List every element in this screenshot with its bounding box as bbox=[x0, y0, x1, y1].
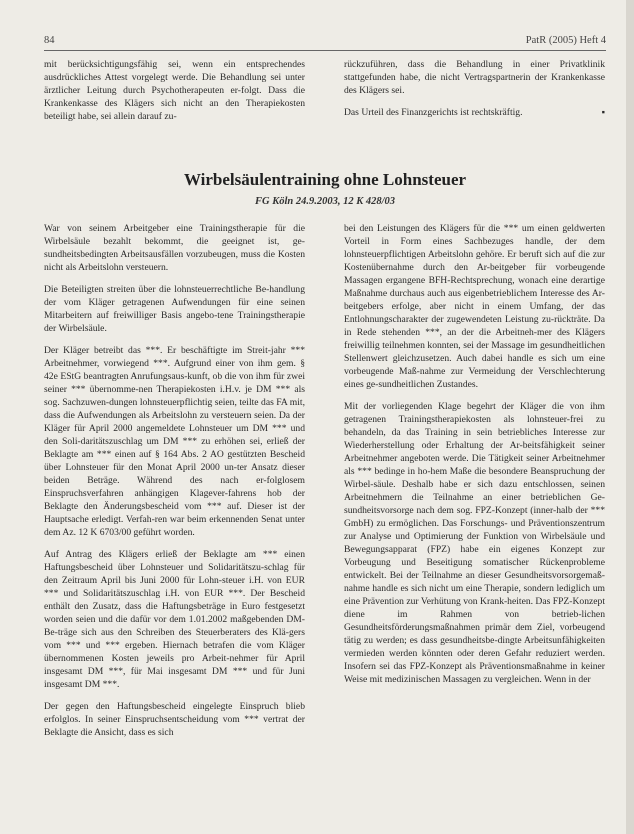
paragraph: Der gegen den Haftungsbescheid eingelegte Einspruch blieb erfolglos. In seiner Einspruchsentscheidung vom *** vertrat der Beklagte die Ansicht, dass es sich bbox=[44, 701, 305, 738]
paragraph: rückzuführen, dass die Behandlung in einer Privatklinik stattgefunden habe, die nicht Vertragspartnerin der Krankenkasse des Klägers sei. bbox=[344, 59, 605, 96]
paragraph-final bbox=[344, 106, 605, 119]
right-column bbox=[344, 222, 605, 695]
paragraph: Der Kläger betreibt das ***. Er beschäftigte im Streit-jahr *** Arbeitnehmer, vorwiegend ***. Aufgrund einer von ihm gem. § 42e EStG beantragten Anrufungsaus-kunft, ob die von ihm für zwei seiner *** übernomme-nen Therapiekosten i.H.v. je DM *** als sog. Sachzuwen-dungen lohnsteuerpflichtig seien, teilte das FA mit, dass die Aufwendungen als Arbeitslohn zu versteuern seien. Da der Kläger für April 2000 angemeldete Lohnsteuer um DM *** und den Soli-daritätszuschlag um DM *** zu erhöhen sei, erließ der Beklagte am *** einen auf § 164 Abs. 2 AO gestützten Bescheid über Lohnsteuer für den Monat April 2000 un-ter Ansatz dieser beiden Beträge. Während des nach er-folglosem Einspruchsverfahren anhängigen Klagever-fahrens hob der Beklagte den Änderungsbescheid vom *** auf. Dieser ist der Hauptsache erledigt. Verfah-ren war beim erkennenden Senat unter dem Az. 12 K 6703/00 geführt worden. bbox=[44, 345, 305, 538]
paragraph: Auf Antrag des Klägers erließ der Beklagte am *** einen Haftungsbescheid über Lohnsteuer und Solidaritätszu-schlag für den Zeitraum April bis Juni 2000 für Lohn-steuer i.H. von EUR *** und Solidaritätszuschlag i.H. von EUR ***. Der Bescheid enthält den Zusatz, dass die Haftungsbeträge in Euro festgesetzt worden seien und die dafür vor dem 1.01.2002 maßgebenden DM-Be-träge sich aus den Schreiben des Steuerberaters des Klä-gers vom *** und *** ergeben. Hiernach betrafen die vom Kläger übernommenen Kosten jeweils pro Arbeit-nehmer für April insgesamt DM ***, für Mai insgesamt DM *** und für Juni insgesamt DM ***. bbox=[44, 549, 305, 690]
header-rule bbox=[44, 50, 606, 51]
final-sentence: Das Urteil des Finanzgerichts ist rechtskräftig. bbox=[344, 107, 523, 118]
article-title: Wirbelsäulentraining ohne Lohnsteuer bbox=[183, 170, 467, 189]
paragraph: mit berücksichtigungsfähig sei, wenn ein entsprechendes ausdrückliches Attest vorgelegt werde. Die Behandlung sei unter ärztlicher Leitung durch Psychotherapeuten er-folgt. Dass die Krankenkasse des Klägers sich nicht an den Therapiekosten beteiligt habe, sei allein darauf zu- bbox=[44, 59, 305, 122]
previous-article-right-column bbox=[344, 58, 605, 128]
page-number: 84 bbox=[44, 35, 55, 46]
scan-edge bbox=[626, 0, 634, 834]
paragraph: bei den Leistungen des Klägers für die *** um einen geldwerten Vorteil in Form eines Sachbezuges handle, der dem lohnsteuerpflichtigen Arbeitslohn gehöre. Er beruft sich auf die zur Kostenübernahme durch den Ar-beitgeber für vorbeugende Massagen ergangene BFH-Rechtsprechung, wonach eine derartige Maßnahme durchaus auch aus eigenbetrieblichem Interesse des Ar-beitgebers erfolge, aber nicht in einem Umfang, der das Entlohnungscharakter der zugewendeten Leistung zu-rückträte. Da in Rede stehenden ***, an der die Arbeitneh-mer des Klägers freiwillig teilnehmen konnten, sei der Massage im gesundheitlichen Stellenwert gleichzusetzen. Auch dabei handle es sich um eine vorbeugende Maß-nahme zur Vermeidung der Verschlechterung eines ge-sundheitlichen Zustandes. bbox=[344, 223, 605, 390]
paragraph: War von seinem Arbeitgeber eine Trainingstherapie für die Wirbelsäule bezahlt bekommt, die geeignet ist, ge-sundheitsbedingten Arbeitsausfällen vorzubeugen, muss die Kosten nicht als Arbeitslohn versteuern. bbox=[44, 223, 305, 273]
court-citation: FG Köln 24.9.2003, 12 K 428/03 bbox=[254, 196, 396, 207]
end-of-article-mark: ▪ bbox=[601, 107, 605, 118]
journal-header: PatR (2005) Heft 4 bbox=[525, 35, 606, 46]
previous-article-left-column bbox=[44, 58, 305, 132]
paragraph: Die Beteiligten streiten über die lohnsteuerrechtliche Be-handlung der vom Kläger getragenen Aufwendungen für eine seinen Mitarbeitern auf freiwilliger Basis angebo-tene Trainingstherapie der Wirbelsäule. bbox=[44, 284, 305, 334]
paragraph: Mit der vorliegenden Klage begehrt der Kläger die von ihm getragenen Trainingstherapiekosten als lohnsteuer-frei zu behandeln, da das Training in sein betriebliches Interesse zur Wiederherstellung oder Erhaltung der Ar-beitsfähigkeit seiner Arbeitnehmer angeboten werde. Die Tätigkeit seiner Arbeitnehmer als *** bedinge in ho-hem Maße die besondere Beanspruchung der Wirbel-säule. Deshalb habe er sich dazu entschlossen, seinen Arbeitnehmern die Teilnahme an einer betrieblichen Ge-sundheitsvorsorge nach dem sog. FPZ-Konzept (inner-halb der *** GmbH) zu ermöglichen. Das Forschungs- und Präventionszentrum zur Analyse und Optimierung der Funktion von Wirbelsäule und Bewegungsapparat (FPZ) habe ein eigenes Konzept zur Vorbeugung und Beseitigung somatischer Rückenprobleme entwickelt. Bei der Teilnahme an dieser Gesundheitsvorsorgemaß-nahme handle es sich nicht um eine Therapie, sondern lediglich um eine Prävention zur Verhütung von Krank-heiten. Das FPZ-Konzept diene im Rahmen von betrieb-lichen Gesundheitsförderungsmaßnahmen primär dem Ziel, vorbeugend tätig zu werden; es dass gesundheitsbe-dingte Arbeitsunfähigkeiten vermieden werden könnten oder deren Gefahr reduziert werden. Insofern sei das FPZ-Konzept als Präventionsmaßnahme in keiner Weise mit medizinischen Massagen zu vergleichen. Wenn in der bbox=[344, 401, 605, 685]
left-column bbox=[44, 222, 305, 748]
